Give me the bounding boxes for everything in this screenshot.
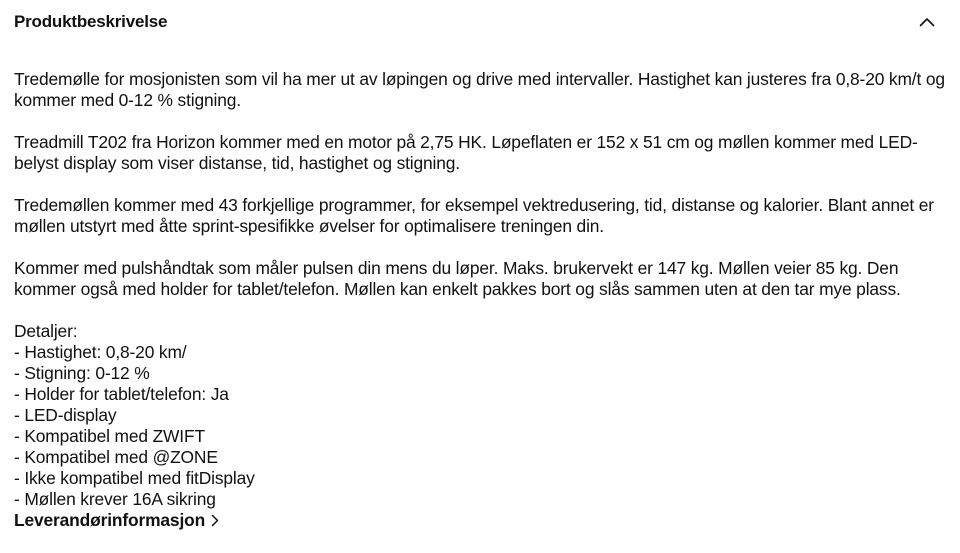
- product-description-header[interactable]: [14, 6, 944, 38]
- description-paragraph: Tredemøllen kommer med 43 forkjellige programmer, for eksempel vektredusering, tid, distanse og kalorier. Blant annet er møllen utstyrt med åtte sprint-spesifikke øvelser for optimalisere treningen din.: [14, 195, 934, 236]
- details-item: - Hastighet: 0,8-20 km/: [14, 342, 187, 362]
- description-paragraph: Tredemølle for mosjonisten som vil ha mer ut av løpingen og drive med intervaller. Hastighet kan justeres fra 0,8-20 km/t og kommer med 0-12 % stigning.: [14, 69, 945, 110]
- description-paragraph: Treadmill T202 fra Horizon kommer med en motor på 2,75 HK. Løpeflaten er 152 x 51 cm og møllen kommer med LED-belyst display som viser distanse, tid, hastighet og stigning.: [14, 132, 918, 173]
- supplier-info-link[interactable]: [14, 510, 222, 531]
- supplier-info-label: Leverandørinformasjon: [14, 510, 206, 530]
- description-body: [14, 69, 949, 531]
- details-list: [14, 342, 949, 510]
- details-item: - LED-display: [14, 405, 117, 425]
- chevron-up-icon[interactable]: [916, 11, 938, 33]
- details-heading: Detaljer:: [14, 321, 78, 341]
- details-item: - Kompatibel med @ZONE: [14, 447, 218, 467]
- section-title: Produktbeskrivelse: [14, 12, 168, 31]
- details-item: - Stigning: 0-12 %: [14, 363, 150, 383]
- details-item: - Møllen krever 16A sikring: [14, 489, 216, 509]
- description-paragraph: Kommer med pulshåndtak som måler pulsen din mens du løper. Maks. brukervekt er 147 kg. Møllen veier 85 kg. Den kommer også med holder for tablet/telefon. Møllen kan enkelt pakkes bort og slås sammen uten at den tar mye plass.: [14, 258, 901, 299]
- details-item: - Holder for tablet/telefon: Ja: [14, 384, 229, 404]
- details-item: - Ikke kompatibel med fitDisplay: [14, 468, 255, 488]
- chevron-right-icon: [208, 512, 222, 530]
- details-item: - Kompatibel med ZWIFT: [14, 426, 205, 446]
